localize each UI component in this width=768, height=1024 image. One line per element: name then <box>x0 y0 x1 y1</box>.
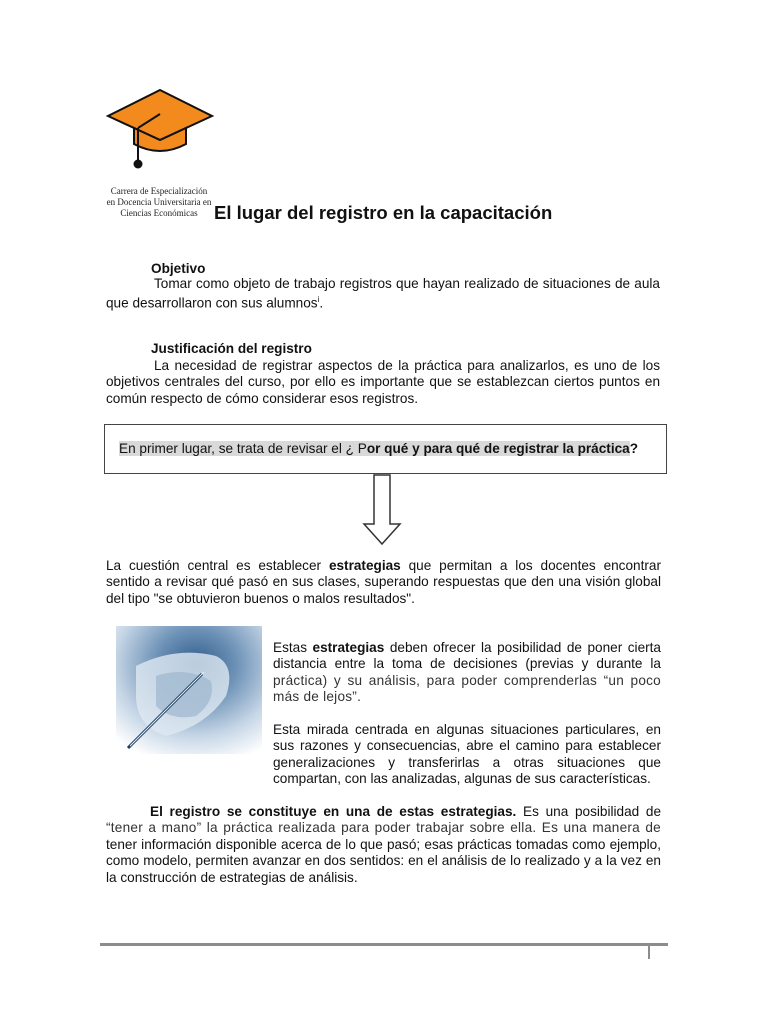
document-title: El lugar del registro en la capacitación <box>214 202 553 223</box>
callout-text <box>119 441 630 456</box>
registro-bold: El registro se constituye en una de estas estrategias. <box>150 804 517 819</box>
cuestion-paragraph <box>106 558 661 607</box>
endnote-mark: i <box>317 295 320 305</box>
objetivo-paragraph <box>106 276 660 312</box>
justificacion-paragraph: La necesidad de registrar aspectos de la práctica para analizarlos, es uno de los objetivos centrales del curso, por ello es importante que se establezcan ciertos puntos en común respecto de cómo considerar esos registros. <box>106 358 660 406</box>
estrategias-paragraph-2: Esta mirada centrada en algunas situaciones particulares, en sus razones y consecuencias, abre el camino para establecer generalizaciones y transferirlas a otras situaciones que compartan, con las analizadas, algunas de sus características. <box>273 722 661 787</box>
logo-caption <box>102 186 216 219</box>
callout-bold: or qué y para qué de registrar la práctica <box>366 441 630 456</box>
objetivo-end: . <box>319 295 324 311</box>
cuestion-post: que permitan a los docentes encontrar sentido a revisar qué pasó en sus clases, superando respuestas que den una visión global del tipo "se obtuvieron buenos o malos resultados". <box>106 558 661 606</box>
registro-text-a: Es una posibilidad de <box>516 804 661 819</box>
footer-tick <box>648 946 650 959</box>
registro-paragraph <box>106 804 661 886</box>
logo-line-2: en Docencia Universitaria en <box>106 197 212 207</box>
objetivo-heading: Objetivo <box>151 261 206 276</box>
logo-line-1: Carrera de Especialización <box>110 186 208 196</box>
justificacion-heading: Justificación del registro <box>151 341 312 356</box>
footer-rule <box>100 943 668 946</box>
cuestion-bold: estrategias <box>328 558 401 573</box>
callout-post: ? <box>629 441 639 456</box>
estrategias-bold: estrategias <box>312 640 385 655</box>
objetivo-text: Tomar como objeto de trabajo registros que hayan realizado de situaciones de aula que desarrollaron con sus alumnos <box>106 276 660 311</box>
logo-line-3: Ciencias Económicas <box>120 208 198 218</box>
estrategias-text-a: deben ofrecer la posibilidad de poner cierta distancia entre la toma de decisiones (previas y durante la <box>273 640 661 672</box>
cuestion-pre: La cuestión central es establecer <box>106 558 329 573</box>
estrategias-paragraph-1 <box>273 640 661 706</box>
registro-text-b: “tener a mano” la práctica realizada para poder trabajar sobre ella. Es una manera de <box>106 820 661 836</box>
down-arrow-icon <box>362 474 402 546</box>
registro-text-c: tener información disponible acerca de lo que pasó; esas prácticas tomadas como ejemplo, como modelo, permiten avanzar en dos sentidos: en el análisis de lo realizado y a la vez en la construcción de estrategias de análisis. <box>106 836 661 885</box>
graduation-cap-logo <box>104 86 216 182</box>
estrategias-text-b: práctica) y su análisis, para poder comprenderlas “un poco más de lejos”. <box>273 672 661 705</box>
callout-pre: En primer lugar, se trata de revisar el ¿ P <box>119 441 367 456</box>
callout-box <box>104 424 667 474</box>
estrategias-pre: Estas <box>273 640 313 655</box>
